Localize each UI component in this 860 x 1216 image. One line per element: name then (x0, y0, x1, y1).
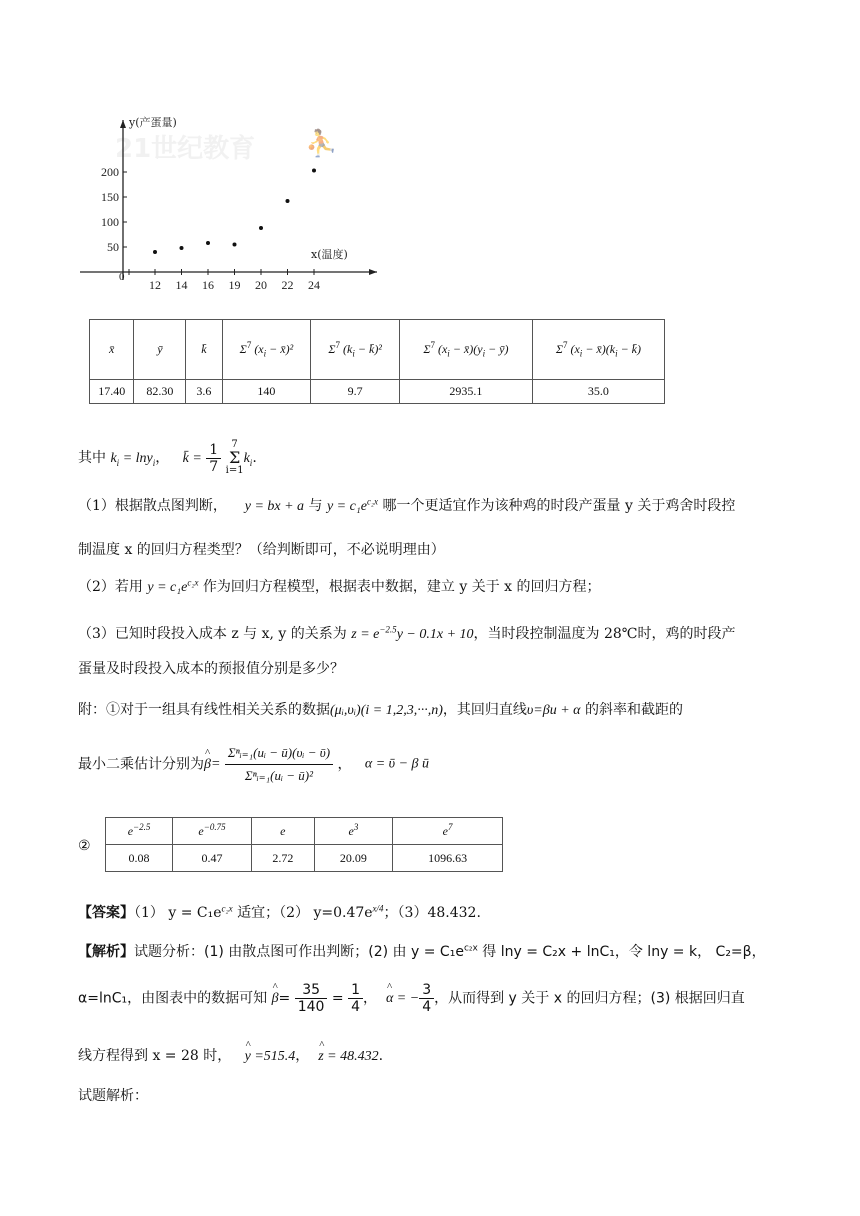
header-sum-kk: $\Sigma^7$ ($k_i$ − k̄)² (311, 320, 400, 380)
value-cell: 82.30 (134, 380, 186, 404)
x-tick-label: 14 (175, 278, 188, 292)
data-pair: (μᵢ,υᵢ)(i = 1,2,3,···,n) (330, 703, 443, 718)
question-3-line-1: （3）已知时段投入成本 z 与 x, y 的关系为 $z = e^{-2.5}y - 0.1x + 10$，当时段控制温度为 28℃时，鸡的时段产 (78, 624, 736, 642)
value-cell: 2935.1 (399, 380, 532, 404)
svg-text:21世纪教育: 21世纪教育 (115, 134, 256, 164)
x-tick-label: 24 (308, 278, 320, 292)
answer-line: 【答案】（1） $y = C_1e^{c_2x}$ 适宜；（2） $y=0.47e^{x/4}$；（3）48.432. (78, 903, 481, 921)
scatter-chart (75, 112, 385, 292)
exp-header: e (251, 818, 314, 845)
x-axis-arrow (369, 269, 377, 275)
data-point (180, 246, 184, 250)
linear-model: y = bx + a (244, 499, 305, 514)
k-symbol: $k_i$ (110, 451, 120, 468)
alpha-fraction: $\frac{3}{4}$ (419, 982, 434, 1015)
value-cell: 17.40 (90, 380, 134, 404)
where-prefix: 其中 (78, 450, 106, 466)
x-tick-label: 19 (228, 278, 241, 292)
data-point (259, 226, 263, 230)
svg-text:⛹: ⛹ (305, 129, 338, 159)
definition-line: 其中 $k_i = \ln y_i$， k̄ = $\frac{1}{7}$ 7 Σ i=1 $k_i$. (78, 439, 257, 476)
answer-tag: 【答案】 (78, 905, 134, 921)
stats-header-row (90, 320, 665, 380)
beta-hat: ^ β (204, 755, 211, 775)
question-2: （2）若用 $y = c_1e^{c_2x}$ 作为回归方程模型，根据表中数据，建立 y 关于 x 的回归方程； (78, 577, 601, 595)
header-kbar: k̄ (186, 320, 222, 380)
regression-line: υ=βu + α (526, 703, 581, 718)
data-point (153, 250, 157, 254)
exp-header: $e^{-2.5}$ (106, 818, 173, 845)
x-tick-label: 12 (149, 278, 161, 292)
y-tick-label: 200 (101, 165, 119, 179)
exp-value-row (106, 845, 503, 872)
solution-heading: 试题解析： (78, 1088, 148, 1104)
exp-value: 0.47 (173, 845, 252, 872)
z-hat-value: ^ z = 48.432 (318, 1047, 378, 1067)
cost-formula: $z = e^{-2.5}y - 0.1x + 10$ (351, 624, 474, 642)
y-axis-arrow (120, 120, 126, 128)
appendix-line-1: 附：①对于一组具有线性相关关系的数据(μᵢ,υᵢ)(i = 1,2,3,···,n)，其回归直线υ=βu + α 的斜率和截距的 (78, 702, 683, 718)
origin-label: 0 (119, 271, 125, 283)
k-definition: = lny (119, 451, 153, 466)
value-cell: 35.0 (532, 380, 664, 404)
alpha-formula: α = ῡ − β ū (364, 756, 430, 772)
exp-model: $y = c_1e^{c_2x}$ (147, 577, 199, 595)
x-tick-label: 22 (281, 278, 294, 292)
y-tick-label: 100 (101, 215, 119, 229)
data-point (312, 169, 316, 173)
y-tick-label: 50 (107, 240, 119, 254)
analysis-tag: 【解析】 (78, 944, 134, 960)
value-cell: 9.7 (311, 380, 400, 404)
beta-simplified-fraction: $\frac{1}{4}$ (348, 982, 363, 1015)
exp-value: 2.72 (251, 845, 314, 872)
y-axis-label: y(产蛋量) (129, 116, 177, 129)
exp-model: $y = c_1e^{c_2x}$ (326, 496, 379, 514)
exp-header: $e^7$ (393, 818, 503, 845)
exp-value: 0.08 (106, 845, 173, 872)
value-cell: 140 (222, 380, 311, 404)
data-point (286, 199, 290, 203)
beta-hat: ^ β (272, 989, 279, 1009)
kbar-sum: 7 Σ i=1 (225, 439, 244, 476)
header-xbar: x̄ (90, 320, 134, 380)
exp-value: 20.09 (314, 845, 392, 872)
header-sum-xx: $\Sigma^7$ ($x_i$ − x̄)² (222, 320, 311, 380)
stats-value-row (90, 380, 665, 404)
analysis-line-1: 【解析】试题分析：(1) 由散点图可作出判断；(2) 由 $y = C_1e^{c_2x}$ 得 lny = C₂x + lnC₁，令 lny = k， C₂=β， (78, 943, 766, 960)
data-point (206, 241, 210, 245)
watermark-logo (115, 127, 337, 164)
kbar-fraction: $\frac{1}{7}$ (206, 442, 221, 475)
x-axis-label: x(温度) (311, 248, 348, 261)
analysis-line-3: 线方程得到 x = 28 时， ^ y =515.4， ^ z = 48.432. (78, 1046, 383, 1067)
kbar-symbol: k̄ = (182, 451, 202, 466)
x-tick-label: 20 (255, 278, 267, 292)
exp-header-row (106, 818, 503, 845)
header-ybar: ȳ (134, 320, 186, 380)
data-point (233, 243, 237, 247)
exp-table (105, 817, 503, 872)
analysis-line-2: α=lnC₁，由图表中的数据可知 ^ β= $\frac{35}{140}$ = $\frac{1}{4}$ ， ^ α = − $\frac{3}{4}$ ，从而得到 y 关于 x 的回归方程；(3) 根据回归直 (78, 982, 745, 1015)
header-sum-xk: $\Sigma^7$ ($x_i$ − $x̄)(k_i$ − k̄) (532, 320, 664, 380)
exp-header: $e^3$ (314, 818, 392, 845)
least-squares-line: 最小二乘估计分别为^ β= $\frac{\text{Σⁿᵢ₌₁(uᵢ − ū)(υᵢ − ῡ)}}{\text{Σⁿᵢ₌₁(uᵢ − ū)²}}$ ， α = ῡ − β ū (78, 742, 429, 787)
exp-header: $e^{-0.75}$ (173, 818, 252, 845)
question-3-line-2: 蛋量及时段投入成本的预报值分别是多少？ (78, 661, 344, 677)
stats-table (89, 319, 665, 404)
x-tick-label: 16 (202, 278, 214, 292)
header-sum-xy: $\Sigma^7$ ($x_i$ − $x̄)(y_i$ − ȳ) (399, 320, 532, 380)
y-tick-label: 150 (101, 190, 119, 204)
alpha-hat: ^ α = − (386, 989, 419, 1009)
y-hat-value: ^ y =515.4 (245, 1047, 296, 1067)
question-1-line-1: （1）根据散点图判断， y = bx + a 与 $y = c_1e^{c_2x}$ 哪一个更适宜作为该种鸡的时段产蛋量 y 关于鸡舍时段控 (78, 496, 736, 514)
item-2-marker: ② (78, 838, 91, 854)
value-cell: 3.6 (186, 380, 222, 404)
beta-fraction: $\frac{\text{Σⁿᵢ₌₁(uᵢ − ū)(υᵢ − ῡ)}}{\text{Σⁿᵢ₌₁(uᵢ − ū)²}}$ (225, 742, 333, 787)
beta-value-fraction: $\frac{35}{140}$ (295, 982, 328, 1015)
exp-value: 1096.63 (393, 845, 503, 872)
question-1-line-2: 制温度 x 的回归方程类型？（给判断即可，不必说明理由） (78, 542, 445, 558)
